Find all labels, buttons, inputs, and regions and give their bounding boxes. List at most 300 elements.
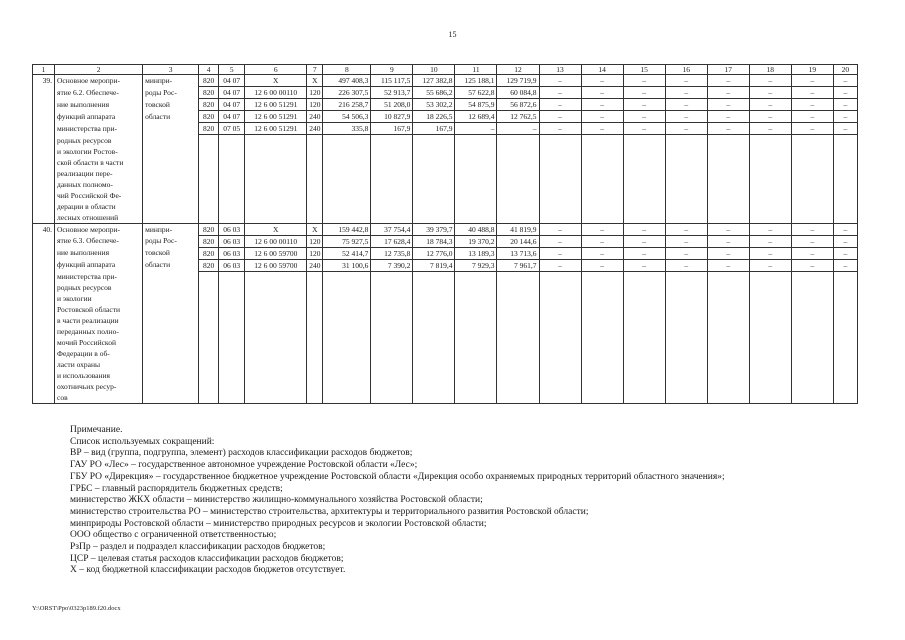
executor bbox=[143, 282, 199, 293]
row-number bbox=[33, 259, 55, 271]
data-cell bbox=[623, 370, 665, 381]
data-cell bbox=[323, 370, 371, 381]
data-cell bbox=[413, 370, 455, 381]
data-cell: – bbox=[539, 87, 581, 99]
data-cell bbox=[199, 157, 219, 168]
data-cell: – bbox=[707, 87, 749, 99]
file-path: Y:\ORST\Ppo\0323p189.f20.docx bbox=[32, 605, 121, 612]
data-cell bbox=[219, 157, 245, 168]
data-cell: 40 488,8 bbox=[455, 223, 497, 235]
data-cell bbox=[833, 201, 857, 212]
data-cell: – bbox=[833, 247, 857, 259]
data-cell bbox=[791, 190, 833, 201]
data-cell bbox=[749, 326, 791, 337]
data-cell bbox=[307, 304, 323, 315]
data-cell: 75 927,5 bbox=[323, 235, 371, 247]
data-cell: 226 307,5 bbox=[323, 87, 371, 99]
note-line: ООО общество с ограниченной ответственностью; bbox=[70, 530, 277, 541]
data-cell bbox=[371, 293, 413, 304]
data-cell bbox=[455, 359, 497, 370]
data-cell bbox=[707, 337, 749, 348]
executor bbox=[143, 212, 199, 224]
data-cell bbox=[455, 168, 497, 179]
data-cell bbox=[581, 201, 623, 212]
executor bbox=[143, 293, 199, 304]
data-cell bbox=[833, 381, 857, 392]
data-cell bbox=[219, 293, 245, 304]
data-cell: 820 bbox=[199, 235, 219, 247]
data-cell bbox=[749, 315, 791, 326]
data-cell bbox=[791, 337, 833, 348]
row-number bbox=[33, 99, 55, 111]
data-cell bbox=[623, 146, 665, 157]
data-cell bbox=[665, 381, 707, 392]
table-row bbox=[33, 370, 858, 381]
data-cell bbox=[833, 359, 857, 370]
data-cell bbox=[455, 135, 497, 146]
data-cell bbox=[665, 293, 707, 304]
data-cell bbox=[791, 293, 833, 304]
data-cell: 12 6 00 51291 bbox=[245, 99, 307, 111]
data-cell bbox=[199, 212, 219, 224]
data-cell bbox=[371, 381, 413, 392]
data-cell bbox=[323, 348, 371, 359]
column-number: 11 bbox=[455, 65, 497, 75]
note-line: Список используемых сокращений: bbox=[70, 436, 215, 447]
data-cell bbox=[623, 304, 665, 315]
data-cell: 125 188,1 bbox=[455, 75, 497, 87]
data-cell: – bbox=[623, 235, 665, 247]
row-number bbox=[33, 111, 55, 123]
data-cell bbox=[323, 381, 371, 392]
data-cell: – bbox=[791, 247, 833, 259]
data-cell: 55 686,2 bbox=[413, 87, 455, 99]
data-cell bbox=[219, 359, 245, 370]
data-cell: – bbox=[833, 111, 857, 123]
data-cell bbox=[413, 282, 455, 293]
data-cell bbox=[581, 337, 623, 348]
data-cell bbox=[199, 304, 219, 315]
data-cell: – bbox=[539, 223, 581, 235]
data-cell bbox=[199, 179, 219, 190]
data-cell: – bbox=[665, 87, 707, 99]
activity-name: и использования bbox=[55, 370, 143, 381]
data-cell bbox=[833, 348, 857, 359]
data-cell: 54 875,9 bbox=[455, 99, 497, 111]
data-cell bbox=[323, 271, 371, 282]
data-cell bbox=[219, 190, 245, 201]
data-cell bbox=[581, 315, 623, 326]
table-row bbox=[33, 75, 858, 87]
data-cell bbox=[791, 359, 833, 370]
data-cell bbox=[497, 315, 539, 326]
data-cell bbox=[455, 381, 497, 392]
data-cell bbox=[307, 392, 323, 404]
data-cell bbox=[833, 212, 857, 224]
data-cell bbox=[749, 190, 791, 201]
row-number bbox=[33, 146, 55, 157]
data-cell bbox=[307, 212, 323, 224]
data-cell: – bbox=[665, 75, 707, 87]
data-cell: – bbox=[833, 223, 857, 235]
note-line: Х – код бюджетной классификации расходов бюджетов отсутствует. bbox=[70, 565, 346, 576]
data-cell bbox=[791, 271, 833, 282]
data-cell: 820 bbox=[199, 123, 219, 135]
data-cell bbox=[707, 293, 749, 304]
data-cell bbox=[219, 282, 245, 293]
data-cell bbox=[539, 359, 581, 370]
note-line: министерство строительства РО – министерство строительства, архитектуры и территориального развития Ростовской области; bbox=[70, 506, 589, 517]
data-cell bbox=[455, 392, 497, 404]
data-cell bbox=[455, 326, 497, 337]
data-cell bbox=[665, 146, 707, 157]
data-cell: 167,9 bbox=[413, 123, 455, 135]
data-cell: – bbox=[707, 223, 749, 235]
data-cell bbox=[833, 304, 857, 315]
data-cell bbox=[245, 326, 307, 337]
data-cell: 51 208,0 bbox=[371, 99, 413, 111]
data-cell bbox=[665, 392, 707, 404]
activity-name: ние выполнения bbox=[55, 247, 143, 259]
data-cell bbox=[371, 337, 413, 348]
data-cell: 120 bbox=[307, 235, 323, 247]
data-cell bbox=[791, 370, 833, 381]
data-cell: – bbox=[623, 87, 665, 99]
data-cell: – bbox=[665, 247, 707, 259]
table-row bbox=[33, 337, 858, 348]
data-cell: – bbox=[749, 247, 791, 259]
data-cell: 7 929,3 bbox=[455, 259, 497, 271]
column-number: 5 bbox=[219, 65, 245, 75]
table-row bbox=[33, 247, 858, 259]
data-cell bbox=[623, 282, 665, 293]
data-cell bbox=[539, 304, 581, 315]
data-cell bbox=[245, 392, 307, 404]
column-number: 3 bbox=[143, 65, 199, 75]
data-cell: – bbox=[833, 87, 857, 99]
data-cell bbox=[791, 381, 833, 392]
row-number bbox=[33, 293, 55, 304]
executor: минпри- bbox=[143, 223, 199, 235]
table-row bbox=[33, 282, 858, 293]
data-cell bbox=[749, 359, 791, 370]
data-cell bbox=[307, 370, 323, 381]
data-cell: – bbox=[665, 259, 707, 271]
data-cell bbox=[323, 212, 371, 224]
data-cell bbox=[791, 135, 833, 146]
data-cell bbox=[497, 168, 539, 179]
data-cell: 52 414,7 bbox=[323, 247, 371, 259]
column-number: 17 bbox=[707, 65, 749, 75]
data-cell bbox=[455, 315, 497, 326]
data-cell bbox=[623, 201, 665, 212]
data-cell: 820 bbox=[199, 259, 219, 271]
data-cell: 04 07 bbox=[219, 111, 245, 123]
data-cell bbox=[371, 370, 413, 381]
data-cell bbox=[749, 392, 791, 404]
data-cell bbox=[371, 179, 413, 190]
table-row bbox=[33, 168, 858, 179]
data-cell: 12 762,5 bbox=[497, 111, 539, 123]
data-cell: 7 819,4 bbox=[413, 259, 455, 271]
data-cell bbox=[219, 135, 245, 146]
data-cell bbox=[455, 212, 497, 224]
table-row bbox=[33, 157, 858, 168]
data-cell bbox=[623, 179, 665, 190]
data-cell bbox=[665, 271, 707, 282]
data-cell: 820 bbox=[199, 247, 219, 259]
data-cell: 04 07 bbox=[219, 87, 245, 99]
data-cell: 820 bbox=[199, 111, 219, 123]
data-cell bbox=[497, 135, 539, 146]
activity-name: функций аппарата bbox=[55, 259, 143, 271]
data-cell bbox=[323, 315, 371, 326]
data-cell: 18 226,5 bbox=[413, 111, 455, 123]
data-cell bbox=[455, 337, 497, 348]
data-cell bbox=[581, 392, 623, 404]
data-cell: 31 100,6 bbox=[323, 259, 371, 271]
table-row bbox=[33, 315, 858, 326]
data-cell bbox=[623, 326, 665, 337]
data-cell bbox=[665, 190, 707, 201]
data-cell bbox=[219, 201, 245, 212]
table-row bbox=[33, 111, 858, 123]
data-cell bbox=[497, 190, 539, 201]
data-cell bbox=[497, 271, 539, 282]
data-cell bbox=[581, 359, 623, 370]
table-row bbox=[33, 259, 858, 271]
data-cell: 240 bbox=[307, 123, 323, 135]
activity-name: реализации пере- bbox=[55, 168, 143, 179]
data-cell bbox=[833, 315, 857, 326]
data-cell bbox=[581, 293, 623, 304]
data-cell: X bbox=[245, 75, 307, 87]
data-cell: – bbox=[707, 259, 749, 271]
data-cell bbox=[413, 168, 455, 179]
data-cell bbox=[665, 326, 707, 337]
data-cell bbox=[623, 212, 665, 224]
data-cell: – bbox=[665, 123, 707, 135]
note-line: министерство ЖКХ области – министерство жилищно-коммунального хозяйства Ростовской области; bbox=[70, 495, 483, 506]
table-row bbox=[33, 212, 858, 224]
data-cell bbox=[413, 381, 455, 392]
activity-name: дерации в области bbox=[55, 201, 143, 212]
data-cell bbox=[707, 370, 749, 381]
data-cell bbox=[323, 359, 371, 370]
activity-name: переданных полно- bbox=[55, 326, 143, 337]
data-cell: 335,8 bbox=[323, 123, 371, 135]
data-cell bbox=[497, 326, 539, 337]
row-number bbox=[33, 168, 55, 179]
data-cell: 06 03 bbox=[219, 223, 245, 235]
data-cell bbox=[323, 304, 371, 315]
table-row bbox=[33, 179, 858, 190]
data-cell bbox=[833, 326, 857, 337]
data-cell bbox=[219, 212, 245, 224]
activity-name: функций аппарата bbox=[55, 111, 143, 123]
data-cell: 04 07 bbox=[219, 75, 245, 87]
data-cell bbox=[833, 392, 857, 404]
table-row bbox=[33, 348, 858, 359]
data-cell bbox=[413, 337, 455, 348]
data-cell bbox=[497, 179, 539, 190]
data-cell bbox=[455, 370, 497, 381]
data-cell bbox=[307, 337, 323, 348]
data-cell: 820 bbox=[199, 87, 219, 99]
data-cell bbox=[833, 337, 857, 348]
data-cell bbox=[623, 168, 665, 179]
data-cell bbox=[707, 271, 749, 282]
data-cell bbox=[455, 304, 497, 315]
note-line: РзПр – раздел и подраздел классификации расходов бюджетов; bbox=[70, 542, 326, 553]
data-cell: – bbox=[623, 247, 665, 259]
data-cell: 56 872,6 bbox=[497, 99, 539, 111]
data-cell: 13 189,3 bbox=[455, 247, 497, 259]
data-cell: – bbox=[623, 223, 665, 235]
data-cell bbox=[307, 315, 323, 326]
data-cell: – bbox=[791, 111, 833, 123]
note-line: ВР – вид (группа, подгруппа, элемент) расходов классификации расходов бюджетов; bbox=[70, 448, 413, 459]
data-cell bbox=[623, 392, 665, 404]
data-cell: 7 390,2 bbox=[371, 259, 413, 271]
data-cell bbox=[749, 271, 791, 282]
row-number bbox=[33, 201, 55, 212]
data-cell: – bbox=[665, 111, 707, 123]
data-cell bbox=[371, 392, 413, 404]
data-cell bbox=[833, 135, 857, 146]
data-cell bbox=[323, 201, 371, 212]
data-cell bbox=[749, 337, 791, 348]
activity-name: ятие 6.3. Обеспече- bbox=[55, 235, 143, 247]
data-cell bbox=[707, 315, 749, 326]
data-cell: 04 07 bbox=[219, 99, 245, 111]
activity-name: родных ресурсов bbox=[55, 135, 143, 146]
data-cell bbox=[455, 282, 497, 293]
row-number bbox=[33, 348, 55, 359]
data-cell bbox=[539, 315, 581, 326]
data-cell bbox=[307, 348, 323, 359]
row-number bbox=[33, 212, 55, 224]
data-cell: 06 03 bbox=[219, 259, 245, 271]
data-cell: 07 05 bbox=[219, 123, 245, 135]
data-cell bbox=[199, 168, 219, 179]
data-cell: – bbox=[833, 75, 857, 87]
row-number bbox=[33, 282, 55, 293]
data-cell bbox=[665, 282, 707, 293]
data-cell bbox=[791, 326, 833, 337]
data-cell bbox=[707, 157, 749, 168]
data-cell bbox=[497, 282, 539, 293]
data-cell bbox=[371, 282, 413, 293]
data-cell bbox=[371, 201, 413, 212]
activity-name: Основное меропри- bbox=[55, 223, 143, 235]
data-cell: 13 713,6 bbox=[497, 247, 539, 259]
data-cell bbox=[219, 304, 245, 315]
data-cell bbox=[219, 168, 245, 179]
data-cell bbox=[707, 326, 749, 337]
data-cell: – bbox=[623, 123, 665, 135]
data-cell: – bbox=[665, 99, 707, 111]
data-cell: – bbox=[581, 123, 623, 135]
data-cell bbox=[665, 201, 707, 212]
data-cell bbox=[199, 370, 219, 381]
data-cell bbox=[581, 381, 623, 392]
data-cell bbox=[623, 359, 665, 370]
data-cell bbox=[665, 348, 707, 359]
data-cell bbox=[371, 359, 413, 370]
activity-name: ние выполнения bbox=[55, 99, 143, 111]
data-cell bbox=[791, 282, 833, 293]
data-cell bbox=[833, 146, 857, 157]
executor bbox=[143, 348, 199, 359]
data-cell: 17 628,4 bbox=[371, 235, 413, 247]
executor bbox=[143, 168, 199, 179]
data-cell bbox=[497, 348, 539, 359]
data-cell bbox=[707, 392, 749, 404]
executor: области bbox=[143, 259, 199, 271]
data-cell bbox=[413, 179, 455, 190]
data-cell bbox=[707, 282, 749, 293]
data-cell: – bbox=[623, 75, 665, 87]
executor: товской bbox=[143, 247, 199, 259]
data-cell bbox=[497, 146, 539, 157]
data-cell: – bbox=[539, 75, 581, 87]
executor: минпри- bbox=[143, 75, 199, 87]
data-cell: – bbox=[791, 123, 833, 135]
data-cell bbox=[581, 282, 623, 293]
data-cell bbox=[497, 392, 539, 404]
data-cell bbox=[749, 157, 791, 168]
data-cell: – bbox=[581, 111, 623, 123]
column-number: 9 bbox=[371, 65, 413, 75]
data-cell bbox=[371, 348, 413, 359]
data-cell: – bbox=[665, 235, 707, 247]
data-cell bbox=[581, 326, 623, 337]
activity-name: в части реализации bbox=[55, 315, 143, 326]
data-cell: – bbox=[791, 259, 833, 271]
data-cell bbox=[707, 168, 749, 179]
data-cell bbox=[749, 146, 791, 157]
data-cell bbox=[413, 392, 455, 404]
data-cell bbox=[245, 135, 307, 146]
table-row bbox=[33, 123, 858, 135]
column-number: 18 bbox=[749, 65, 791, 75]
data-cell bbox=[371, 271, 413, 282]
column-number: 10 bbox=[413, 65, 455, 75]
data-cell bbox=[371, 157, 413, 168]
data-cell bbox=[413, 135, 455, 146]
row-number bbox=[33, 359, 55, 370]
data-cell bbox=[791, 179, 833, 190]
data-cell bbox=[307, 282, 323, 293]
data-cell bbox=[497, 359, 539, 370]
data-cell: 240 bbox=[307, 111, 323, 123]
data-cell bbox=[665, 359, 707, 370]
data-cell bbox=[581, 271, 623, 282]
data-cell bbox=[539, 392, 581, 404]
data-cell: 52 913,7 bbox=[371, 87, 413, 99]
executor bbox=[143, 271, 199, 282]
data-cell: – bbox=[791, 235, 833, 247]
data-cell bbox=[581, 157, 623, 168]
data-cell bbox=[199, 359, 219, 370]
data-cell: 20 144,6 bbox=[497, 235, 539, 247]
data-cell bbox=[833, 293, 857, 304]
column-number: 16 bbox=[665, 65, 707, 75]
data-cell bbox=[749, 370, 791, 381]
data-cell bbox=[707, 359, 749, 370]
data-cell bbox=[199, 381, 219, 392]
